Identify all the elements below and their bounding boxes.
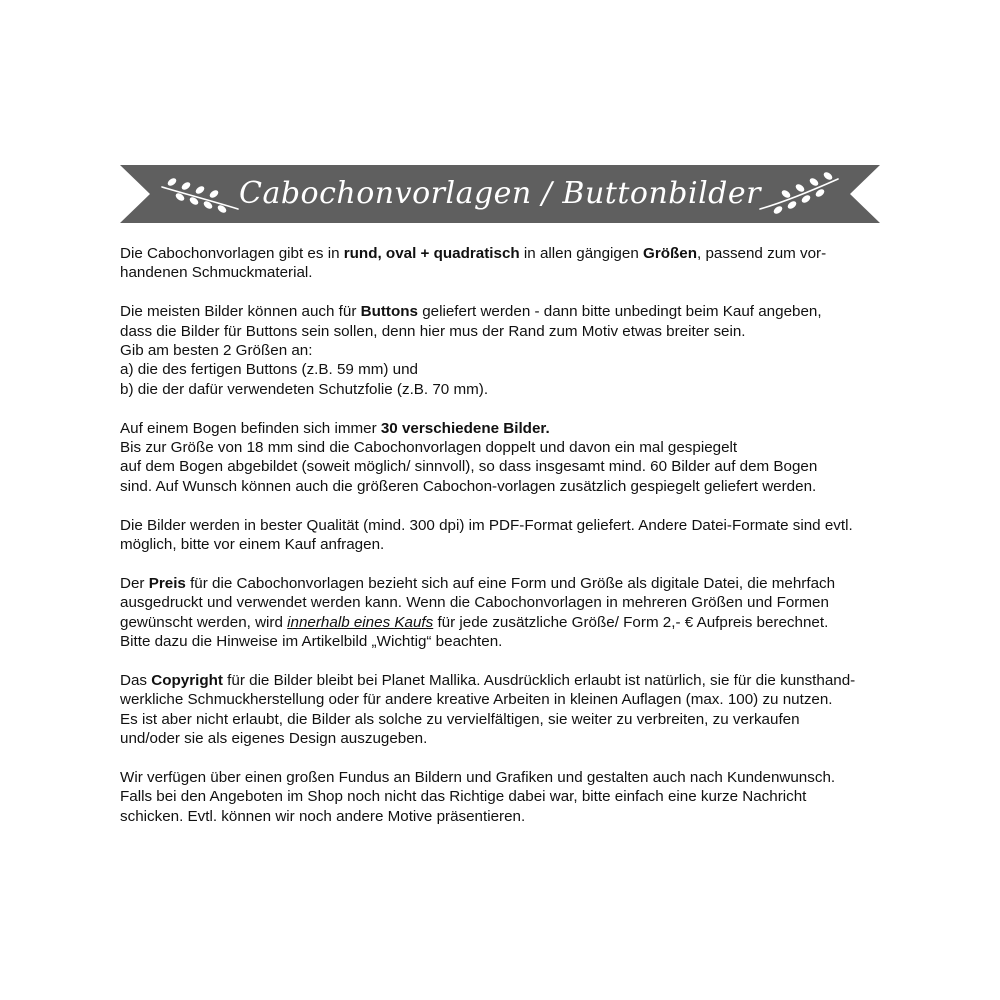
paragraph <box>120 419 880 497</box>
text-line <box>120 360 880 379</box>
text-line <box>120 690 880 709</box>
text-line <box>120 322 880 341</box>
text-run: Das <box>120 671 152 689</box>
text-run: b) die der dafür verwendeten Schutzfolie (z.B. 70 mm). <box>120 380 489 398</box>
text-run: Die meisten Bilder können auch für <box>120 303 361 321</box>
text-run: Die Bilder werden in bester Qualität (mind. 300 dpi) im PDF-Format geliefert. Andere Datei-Formate sind evtl. <box>120 516 853 534</box>
text-line <box>120 457 880 476</box>
text-line <box>120 302 880 321</box>
text-run: , passend zum vor- <box>697 245 827 262</box>
underlined-text: innerhalb eines Kaufs <box>287 613 434 631</box>
emphasis-text: Größen <box>643 245 698 262</box>
text-run: für jede zusätzliche Größe/ Form 2,- € Aufpreis berechnet. <box>433 613 829 631</box>
text-line <box>120 516 880 535</box>
text-run: ausgedruckt und verwendet werden kann. Wenn die Cabochonvorlagen in mehreren Größen und Formen <box>120 594 829 612</box>
text-line <box>120 244 880 263</box>
text-run: Der <box>120 574 149 592</box>
paragraph <box>120 516 880 555</box>
text-run: möglich, bitte vor einem Kauf anfragen. <box>120 536 385 554</box>
page-title: Cabochonvorlagen / Buttonbilder <box>239 176 761 211</box>
text-line <box>120 574 880 593</box>
text-line <box>120 787 880 806</box>
text-run: gewünscht werden, wird <box>120 613 288 631</box>
text-line <box>120 593 880 612</box>
text-run: Falls bei den Angeboten im Shop noch nicht das Richtige dabei war, bitte einfach eine kurze Nachricht <box>120 788 807 806</box>
text-run: werkliche Schmuckherstellung oder für andere kreative Arbeiten in kleinen Auflagen (max. 100) zu nutzen. <box>120 691 833 709</box>
text-run: sind. Auf Wunsch können auch die größeren Cabochon-vorlagen zusätzlich gespiegelt geliefert werden. <box>120 477 817 495</box>
text-run: Bitte dazu die Hinweise im Artikelbild „Wichtig“ beachten. <box>120 633 503 651</box>
text-run: und/oder sie als eigenes Design auszugeben. <box>120 730 428 748</box>
emphasis-text: rund, oval + quadratisch <box>343 245 520 262</box>
text-run: geliefert werden - dann bitte unbedingt beim Kauf angeben, <box>417 303 822 321</box>
paragraph <box>120 244 880 283</box>
text-run: Es ist aber nicht erlaubt, die Bilder als solche zu vervielfältigen, sie weiter zu verbreiten, zu verkaufen <box>120 710 800 728</box>
text-line <box>120 710 880 729</box>
emphasis-text: Buttons <box>360 303 418 321</box>
title-banner <box>120 165 880 223</box>
text-line <box>120 380 880 399</box>
paragraph <box>120 768 880 826</box>
paragraph <box>120 671 880 749</box>
text-run: Wir verfügen über einen großen Fundus an Bildern und Grafiken und gestalten auch nach Kundenwunsch. <box>120 768 836 786</box>
text-run: für die Bilder bleibt bei Planet Mallika. Ausdrücklich erlaubt ist natürlich, sie für die kunsthand- <box>222 671 856 689</box>
text-line <box>120 729 880 748</box>
text-line <box>120 671 880 690</box>
text-run: Gib am besten 2 Größen an: <box>120 342 313 360</box>
emphasis-text: 30 verschiedene Bilder. <box>380 419 550 437</box>
emphasis-text: Copyright <box>151 671 223 689</box>
text-run: Die Cabochonvorlagen gibt es in <box>120 245 344 262</box>
text-run: für die Cabochonvorlagen bezieht sich auf eine Form und Größe als digitale Datei, die mehrfach <box>185 574 836 592</box>
text-run: handenen Schmuckmaterial. <box>120 264 313 282</box>
text-run: a) die des fertigen Buttons (z.B. 59 mm) und <box>120 361 418 379</box>
text-line <box>120 768 880 787</box>
text-line <box>120 419 880 438</box>
emphasis-text: Preis <box>148 574 186 592</box>
text-run: schicken. Evtl. können wir noch andere Motive präsentieren. <box>120 807 526 825</box>
paragraph <box>120 302 880 399</box>
text-line <box>120 613 880 632</box>
text-run: auf dem Bogen abgebildet (soweit möglich/ sinnvoll), so dass insgesamt mind. 60 Bilder auf dem Bogen <box>120 458 818 476</box>
text-run: Auf einem Bogen befinden sich immer <box>120 419 381 437</box>
text-run: Bis zur Größe von 18 mm sind die Cabochonvorlagen doppelt und davon ein mal gespiegelt <box>120 439 738 457</box>
paragraph <box>120 574 880 652</box>
text-line <box>120 438 880 457</box>
text-line <box>120 477 880 496</box>
text-line <box>120 807 880 826</box>
text-line <box>120 535 880 554</box>
text-line <box>120 632 880 651</box>
text-run: in allen gängigen <box>519 245 643 262</box>
description-text <box>120 244 880 845</box>
text-run: dass die Bilder für Buttons sein sollen, denn hier mus der Rand zum Motiv etwas breiter sein. <box>120 322 746 340</box>
text-line <box>120 263 880 282</box>
text-line <box>120 341 880 360</box>
